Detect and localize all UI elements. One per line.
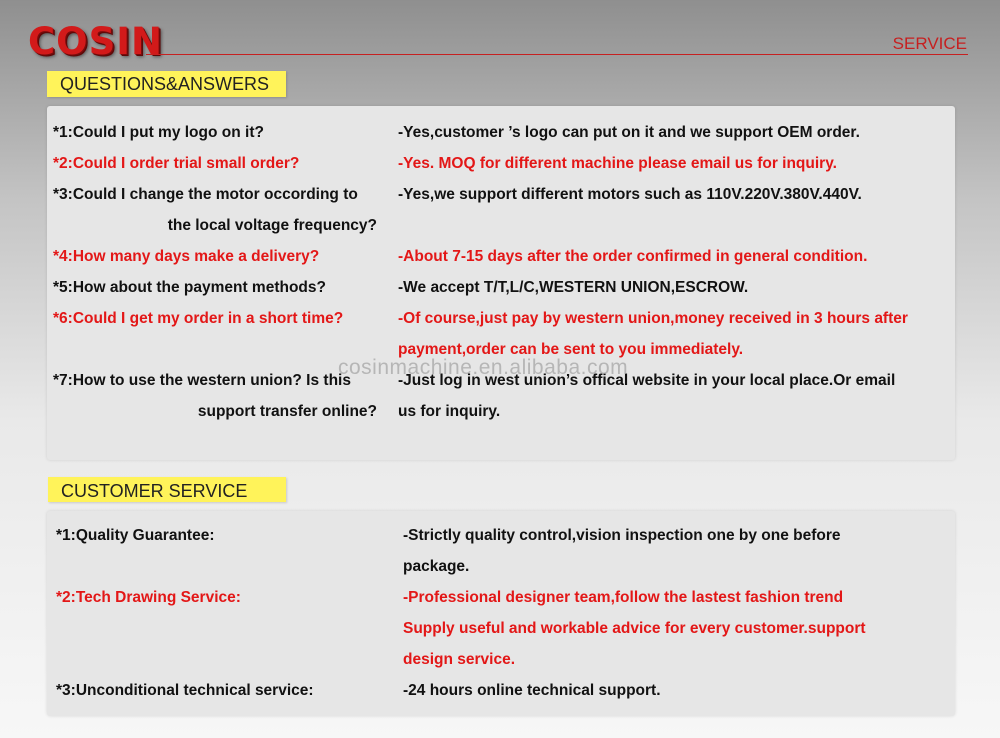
customer-answer-line: Supply useful and workable advice for every customer.support bbox=[403, 620, 866, 637]
qa-answer-line: payment,order can be sent to you immediately. bbox=[398, 341, 744, 358]
customer-section-label: CUSTOMER SERVICE bbox=[48, 477, 286, 502]
qa-answer-line: -Yes. MOQ for different machine please email us for inquiry. bbox=[398, 155, 837, 172]
cosin-logo: COSIN bbox=[28, 20, 163, 63]
service-heading: SERVICE bbox=[892, 34, 967, 53]
qa-question-5 bbox=[0, 272, 377, 303]
qa-answer-6 bbox=[398, 303, 908, 365]
qa-answer-7 bbox=[398, 365, 895, 427]
customer-question-2 bbox=[56, 582, 241, 613]
qa-answer-line: -We accept T/T,L/C,WESTERN UNION,ESCROW. bbox=[398, 279, 749, 296]
customer-question-1 bbox=[56, 520, 215, 551]
customer-answer-line: design service. bbox=[403, 651, 516, 668]
qa-question-line: *5:How about the payment methods? bbox=[53, 279, 326, 296]
customer-answer-line: -Strictly quality control,vision inspection one by one before bbox=[403, 527, 841, 544]
qa-question-line: the local voltage frequency? bbox=[167, 217, 377, 234]
customer-question-line: *2:Tech Drawing Service: bbox=[56, 589, 241, 606]
qa-answer-2 bbox=[398, 148, 837, 179]
qa-answer-line: -Of course,just pay by western union,money received in 3 hours after bbox=[398, 310, 908, 327]
qa-answer-line: -Yes,we support different motors such as 110V.220V.380V.440V. bbox=[398, 186, 862, 203]
qa-question-3 bbox=[0, 179, 377, 241]
qa-answer-3 bbox=[398, 179, 862, 210]
qa-question-1 bbox=[0, 117, 377, 148]
customer-answer-line: package. bbox=[403, 558, 470, 575]
qa-answer-line: us for inquiry. bbox=[398, 403, 501, 420]
customer-answer-2 bbox=[403, 582, 866, 675]
watermark: cosinmachine.en.alibaba.com bbox=[338, 356, 629, 379]
qa-question-7 bbox=[0, 365, 377, 427]
customer-answer-1 bbox=[403, 520, 841, 582]
qa-answer-1 bbox=[398, 117, 860, 148]
customer-question-line: *1:Quality Guarantee: bbox=[56, 527, 215, 544]
customer-answer-line: -Professional designer team,follow the lastest fashion trend bbox=[403, 589, 844, 606]
qa-answer-4 bbox=[398, 241, 867, 272]
qa-question-line: *4:How many days make a delivery? bbox=[53, 248, 320, 265]
qa-question-line: *2:Could I order trial small order? bbox=[53, 155, 300, 172]
qa-question-line: *3:Could I change the motor occording to bbox=[53, 186, 358, 203]
qa-question-line: *6:Could I get my order in a short time? bbox=[53, 310, 344, 327]
qa-question-2 bbox=[0, 148, 377, 179]
qa-question-line: *7:How to use the western union? Is this bbox=[53, 372, 351, 389]
qa-answer-5 bbox=[398, 272, 748, 303]
qa-question-line: support transfer online? bbox=[197, 403, 377, 420]
customer-answer-line: -24 hours online technical support. bbox=[403, 682, 661, 699]
qa-section-label: QUESTIONS&ANSWERS bbox=[47, 71, 286, 97]
customer-question-line: *3:Unconditional technical service: bbox=[56, 682, 314, 699]
qa-answer-line: -Just log in west union’s offical website in your local place.Or email bbox=[398, 372, 896, 389]
qa-question-line: *1:Could I put my logo on it? bbox=[53, 124, 264, 141]
qa-answer-line: -About 7-15 days after the order confirmed in general condition. bbox=[398, 248, 868, 265]
header-rule bbox=[146, 54, 968, 55]
qa-question-4 bbox=[0, 241, 377, 272]
qa-answer-line: -Yes,customer ’s logo can put on it and we support OEM order. bbox=[398, 124, 860, 141]
customer-answer-3 bbox=[403, 675, 661, 706]
customer-question-3 bbox=[56, 675, 314, 706]
qa-question-6 bbox=[0, 303, 377, 334]
